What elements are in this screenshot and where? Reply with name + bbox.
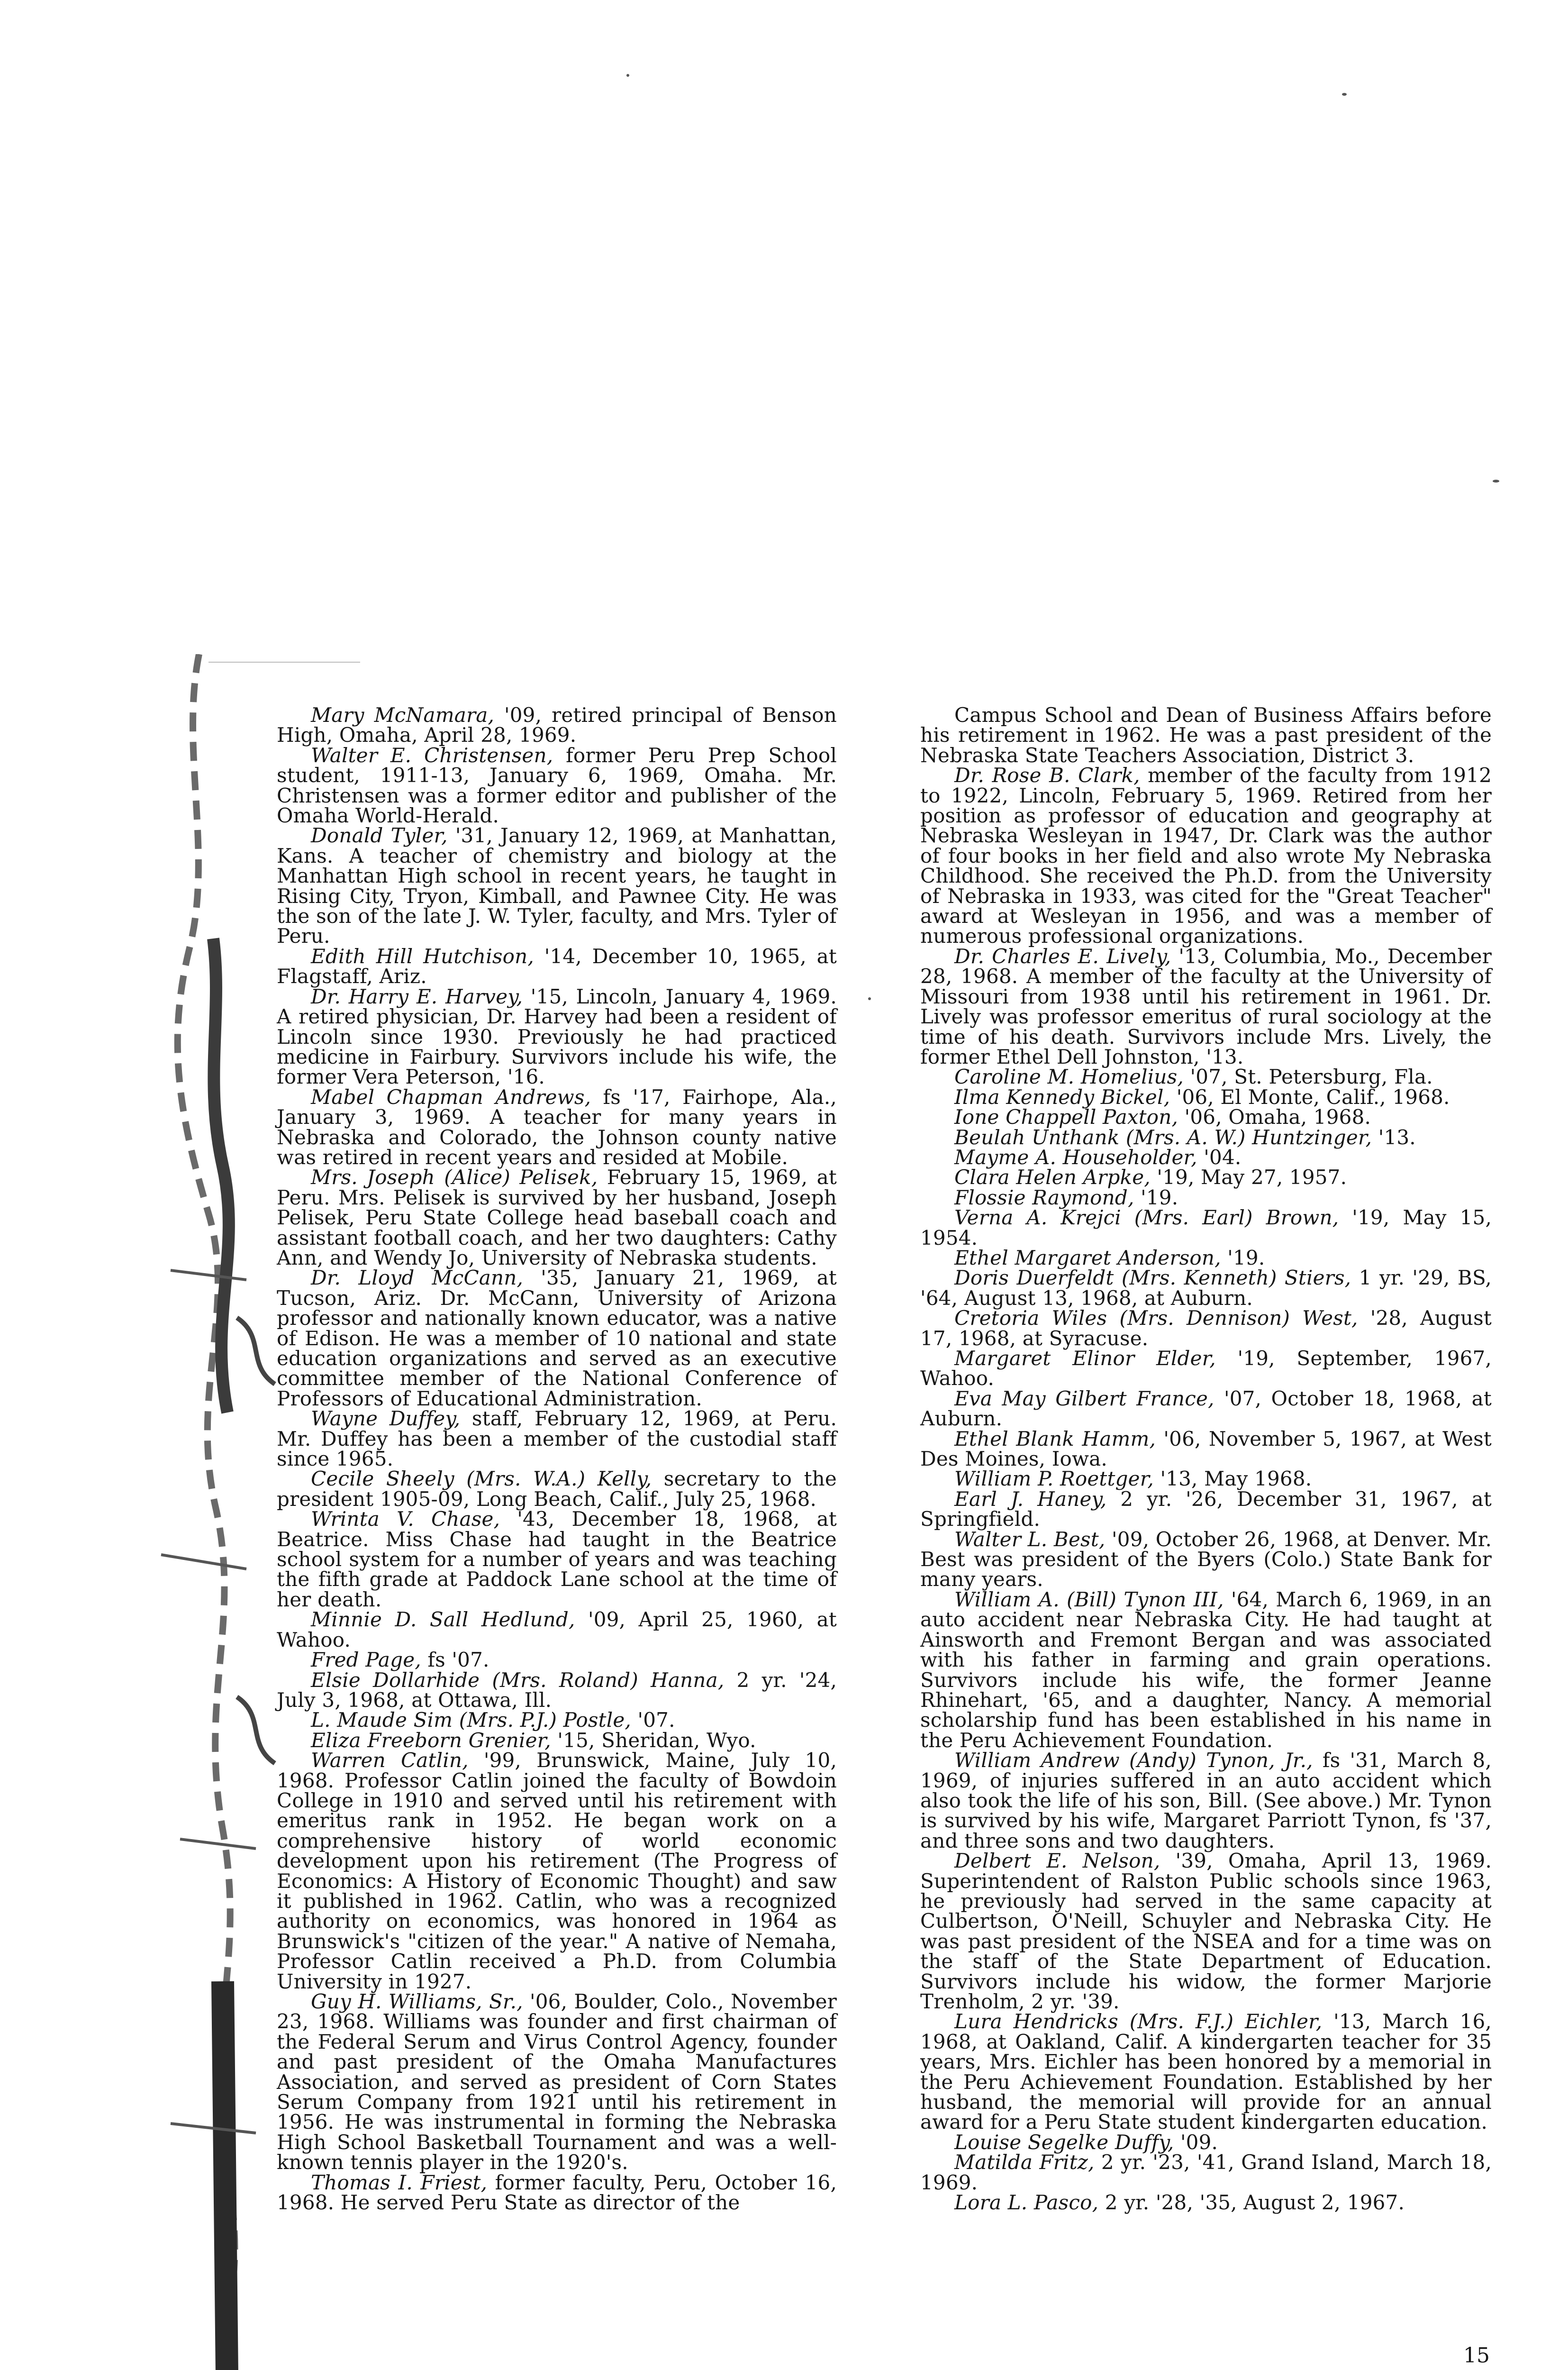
entry-name: Doris Duerfeldt (Mrs. Kenneth) Stiers, xyxy=(954,1266,1351,1290)
scan-speck xyxy=(626,74,629,77)
scan-speck xyxy=(1342,93,1347,96)
obituary-entry xyxy=(920,1248,1492,1268)
obituary-entry xyxy=(920,1429,1492,1469)
obituary-entry xyxy=(920,766,1492,947)
entry-text: '13, March 16, 1968, at Oakland, Calif. A kindergarten teacher for 35 years, Mrs. Eichler has been honored by a memorial in the Peru Achievement Foundation. Established by her husband, the memorial will provide for an annual award for a Peru State student kindergarten education. xyxy=(920,2010,1492,2134)
obituary-entry xyxy=(920,1308,1492,1349)
entry-name: L. Maude Sim (Mrs. P.J.) Postle, xyxy=(311,1708,631,1732)
obituary-entry xyxy=(277,705,837,746)
entry-text: '15, Sheridan, Wyo. xyxy=(551,1728,756,1752)
obituary-entry xyxy=(277,1167,837,1268)
entry-name: Fred Page, xyxy=(311,1648,421,1672)
entry-text: '09, April 25, 1960, at Wahoo. xyxy=(277,1608,837,1651)
obituary-entry xyxy=(920,1125,1492,1149)
obituary-entry xyxy=(920,1145,1492,1169)
entry-name: Eva May Gilbert France, xyxy=(954,1386,1215,1410)
obituary-entry xyxy=(277,1750,837,1992)
obituary-entry xyxy=(920,1185,1492,1209)
entry-name: Cretoria Wiles (Mrs. Dennison) West, xyxy=(954,1306,1358,1330)
entry-text: 2 yr. '23, '41, Grand Island, March 18, 1969. xyxy=(920,2151,1492,2194)
entry-text: '13. xyxy=(1372,1125,1416,1149)
entry-text: secretary to the president 1905-09, Long Beach, Calif., July 25, 1968. xyxy=(277,1467,837,1511)
entry-text: '13, Columbia, Mo., December 28, 1968. A member of the faculty at the University of Missouri from 1938 until his retirement in 1961. Dr. Lively was professor emeritus of rural sociology at the time of his death. Survivors include Mrs. Lively, the former Ethel Dell Johnston, '13. xyxy=(920,944,1492,1068)
entry-name: Edith Hill Hutchison, xyxy=(311,944,534,968)
entry-name: Dr. Rose B. Clark, xyxy=(954,764,1140,787)
entry-text: member of the faculty from 1912 to 1922, Lincoln, February 5, 1969. Retired from her position as professor of education and geography at Nebraska Wesleyan in 1947, Dr. Clark was the author of four books in her field and also wrote My Nebraska Childhood. She received the Ph.D. from the University of Nebraska in 1933, was cited for the "Great Teacher" award at Wesleyan in 1956, and was a member of numerous professional organizations. xyxy=(920,764,1492,948)
obituary-entry xyxy=(277,984,837,1089)
entry-text: '43, December 18, 1968, at Beatrice. Miss Chase had taught in the Beatrice school system for a number of years and was teaching the fifth grade at Paddock Lane school at the time of her death. xyxy=(277,1507,837,1611)
obituary-entry xyxy=(277,1650,837,1670)
obituary-entry xyxy=(277,2170,837,2215)
obituary-entry xyxy=(920,1208,1492,1248)
entry-text: '04. xyxy=(1197,1145,1242,1169)
entry-name: Donald Tyler, xyxy=(311,824,448,848)
entry-name: Warren Catlin, xyxy=(311,1749,469,1772)
obituary-entry xyxy=(920,1489,1492,1530)
entry-text: '19, May 15, 1954. xyxy=(920,1206,1492,1249)
entry-text: '06, November 5, 1967, at West Des Moines, Iowa. xyxy=(920,1427,1492,1471)
obituary-entry xyxy=(920,1527,1492,1591)
scan-speck xyxy=(868,997,871,1000)
entry-name: Lora L. Pasco, xyxy=(954,2191,1099,2215)
entry-text: '14, December 10, 1965, at Flagstaff, Ariz. xyxy=(277,944,837,988)
obituary-entry xyxy=(920,1851,1492,2012)
entry-name: William A. (Bill) Tynon III, xyxy=(954,1587,1224,1611)
entry-name: Ethel Margaret Anderson, xyxy=(954,1246,1221,1269)
obituary-entry xyxy=(920,2130,1492,2154)
entry-text: '19, May 27, 1957. xyxy=(1150,1166,1347,1189)
entry-name: Matilda Fritz, xyxy=(954,2151,1095,2174)
entry-name: William P. Roettger, xyxy=(954,1467,1154,1491)
obituary-entry xyxy=(277,1610,837,1650)
obituary-entry xyxy=(920,705,1492,766)
obituary-entry xyxy=(277,1710,837,1730)
entry-name: Mayme A. Householder, xyxy=(954,1145,1197,1169)
entry-name: Dr. Harry E. Harvey, xyxy=(311,984,523,1008)
entry-text: '13, May 1968. xyxy=(1153,1467,1312,1491)
entry-text: February 15, 1969, at Peru. Mrs. Pelisek is survived by her husband, Joseph Pelisek, Peru State College head baseball coach and assistant football coach, and her two daughters: Cathy Ann, and Wendy Jo, University of Nebraska students. xyxy=(277,1166,837,1269)
obituary-entry xyxy=(920,2012,1492,2132)
obituary-entry xyxy=(277,1670,837,1711)
obituary-entry xyxy=(920,2193,1492,2213)
entry-name: Earl J. Haney, xyxy=(954,1487,1107,1511)
obituary-entry xyxy=(277,1992,837,2173)
entry-text: 2 yr. '28, '35, August 2, 1967. xyxy=(1098,2191,1405,2215)
obituary-entry xyxy=(920,1107,1492,1127)
entry-name: Minnie D. Sall Hedlund, xyxy=(311,1608,575,1632)
entry-name: Caroline M. Homelius, xyxy=(954,1065,1184,1089)
entry-name: Walter E. Christensen, xyxy=(311,743,553,767)
obituary-entry xyxy=(920,1268,1492,1308)
entry-name: Mary McNamara, xyxy=(311,703,495,727)
entry-name: Cecile Sheely (Mrs. W.A.) Kelly, xyxy=(311,1467,652,1491)
entry-text: former Peru Prep School student, 1911-13, January 6, 1969, Omaha. Mr. Christensen was a former editor and publisher of the Omaha World-Herald. xyxy=(277,743,837,828)
entry-text: '39, Omaha, April 13, 1969. Superintendent of Ralston Public schools since 1963, he previously had served in the same capacity at Culbertson, O'Neill, Schuyler and Nebraska City. He was past president of the NSEA and for a time was on the staff of the State Department of Education. Survivors include his widow, the former Marjorie Trenholm, 2 yr. '39. xyxy=(920,1849,1492,2013)
entry-text: staff, February 12, 1969, at Peru. Mr. Duffey has been a member of the custodial staff since 1965. xyxy=(277,1407,837,1471)
entry-name: Thomas I. Friest, xyxy=(311,2170,488,2194)
entry-text: '06, Omaha, 1968. xyxy=(1178,1105,1371,1129)
entry-name: Dr. Charles E. Lively, xyxy=(954,944,1171,968)
binding-edge-marks xyxy=(0,654,284,2370)
entry-text: fs '07. xyxy=(421,1648,489,1672)
entry-name: Wrinta V. Chase, xyxy=(311,1507,500,1531)
entry-name: Margaret Elinor Elder, xyxy=(954,1347,1216,1370)
page-number: 15 xyxy=(1463,2343,1490,2368)
obituary-entry xyxy=(920,944,1492,1068)
scan-speck xyxy=(1493,480,1499,483)
entry-name: Clara Helen Arpke, xyxy=(954,1166,1151,1189)
entry-text: '07. xyxy=(631,1708,675,1732)
entry-name: Delbert E. Nelson, xyxy=(954,1849,1160,1873)
entry-text: fs '31, March 8, 1969, of injuries suffered in an auto accident which also took the life of his son, Bill. (See above.) Mr. Tynon is survived by his wife, Margaret Parriott Tynon, fs '37, and three sons and two daughters. xyxy=(920,1749,1492,1852)
entry-name: Wayne Duffey, xyxy=(311,1407,461,1431)
entry-text: 2 yr. '26, December 31, 1967, at Springfield. xyxy=(920,1487,1492,1531)
entry-name: Ilma Kennedy Bickel, xyxy=(954,1085,1170,1109)
entry-text: '35, January 21, 1969, at Tucson, Ariz. Dr. McCann, University of Arizona professor and nationally known educator, was a native of Edison. He was a member of 10 national and state education organizations and served as an executive committee member of the National Conference of Professors of Educational Administration. xyxy=(277,1266,837,1410)
entry-text: '06, El Monte, Calif., 1968. xyxy=(1170,1085,1450,1109)
obituary-entry xyxy=(277,1469,837,1509)
entry-text: '28, August 17, 1968, at Syracuse. xyxy=(920,1306,1492,1350)
entry-name: Verna A. Krejci (Mrs. Earl) Brown, xyxy=(954,1206,1339,1230)
left-column xyxy=(277,705,837,2213)
entry-text: '06, Boulder, Colo., November 23, 1968. Williams was founder and first chairman of the Federal Serum and Virus Control Agency, founder and past president of the Omaha Manufactures Association, and served as president of Corn States Serum Company from 1921 until his retirement in 1956. He was instrumental in forming the Nebraska High School Basketball Tournament and was a well-known tennis player in the 1920's. xyxy=(277,1990,837,2174)
entry-text: '99, Brunswick, Maine, July 10, 1968. Professor Catlin joined the faculty of Bowdoin College in 1910 and served until his retirement with emeritus rank in 1952. He began work on a comprehensive history of world economic development upon his retirement (The Progress of Economics: A History of Economic Thought) and saw it published in 1962. Catlin, who was a recognized authority on economics, was honored in 1964 as Brunswick's "citizen of the year." A native of Nemaha, Professor Catlin received a Ph.D. from Columbia University in 1927. xyxy=(277,1749,837,1993)
entry-name: Louise Segelke Duffy, xyxy=(954,2130,1174,2154)
entry-text: former faculty, Peru, October 16, 1968. He served Peru State as director of the xyxy=(277,2170,837,2215)
entry-text: '19, September, 1967, Wahoo. xyxy=(920,1347,1492,1390)
entry-name: Lura Hendricks (Mrs. F.J.) Eichler, xyxy=(954,2010,1323,2033)
entry-text: '19. xyxy=(1134,1185,1178,1209)
entry-name: Mrs. Joseph (Alice) Pelisek, xyxy=(311,1166,598,1189)
entry-name: Elsie Dollarhide (Mrs. Roland) Hanna, xyxy=(311,1668,725,1692)
obituary-entry xyxy=(920,1386,1492,1431)
obituary-entry xyxy=(277,944,837,988)
right-column xyxy=(920,705,1492,2213)
obituary-entry xyxy=(277,1728,837,1752)
obituary-entry xyxy=(277,826,837,946)
entry-name: Walter L. Best, xyxy=(954,1527,1106,1551)
entry-name: Guy H. Williams, Sr., xyxy=(311,1990,523,2013)
entry-text: '07, St. Petersburg, Fla. xyxy=(1183,1065,1433,1089)
entry-text: '09. xyxy=(1174,2130,1218,2154)
entry-text: '09, retired principal of Benson High, Omaha, April 28, 1969. xyxy=(277,703,837,747)
entry-text: '19. xyxy=(1221,1246,1265,1269)
entry-text: '15, Lincoln, January 4, 1969. A retired physician, Dr. Harvey had been a resident of Lincoln since 1930. Previously he had practiced medicine in Fairbury. Survivors include his wife, the former Vera Peterson, '16. xyxy=(277,984,837,1089)
obituary-entry xyxy=(277,1268,837,1409)
obituary-entry xyxy=(920,1087,1492,1107)
entry-text: 1 yr. '29, BS, '64, August 13, 1968, at Auburn. xyxy=(920,1266,1492,1310)
obituary-entry xyxy=(277,1409,837,1469)
entry-name: Beulah Unthank (Mrs. A. W.) Huntzinger, xyxy=(954,1125,1372,1149)
entry-text: fs '17, Fairhope, Ala., January 3, 1969. A teacher for many years in Nebraska and Colorado, the Johnson county native was retired in recent years and resided at Mobile. xyxy=(277,1085,837,1169)
entry-name: Dr. Lloyd McCann, xyxy=(311,1266,524,1290)
entry-text: '09, October 26, 1968, at Denver. Mr. Best was president of the Byers (Colo.) State Bank for many years. xyxy=(920,1527,1492,1591)
entry-name: Eliza Freeborn Grenier, xyxy=(311,1728,551,1752)
obituary-entry xyxy=(920,1587,1492,1752)
obituary-entry xyxy=(920,1469,1492,1489)
obituary-entry xyxy=(920,1067,1492,1087)
obituary-entry xyxy=(277,1087,837,1168)
entry-text: '31, January 12, 1969, at Manhattan, Kans. A teacher of chemistry and biology at the Manhattan High school in recent years, he taught in Rising City, Tryon, Kimball, and Pawnee City. He was the son of the late J. W. Tyler, faculty, and Mrs. Tyler of Peru. xyxy=(277,824,837,948)
entry-name: Mabel Chapman Andrews, xyxy=(311,1085,591,1109)
entry-text: Campus School and Dean of Business Affairs before his retirement in 1962. He was a past president of the Nebraska State Teachers Association, District 3. xyxy=(920,703,1492,767)
entry-text: '07, October 18, 1968, at Auburn. xyxy=(920,1386,1492,1431)
entry-name: Ione Chappell Paxton, xyxy=(954,1105,1178,1129)
obituary-entry xyxy=(277,743,837,828)
entry-text: 2 yr. '24, July 3, 1968, at Ottawa, Ill. xyxy=(277,1668,837,1712)
entry-name: Flossie Raymond, xyxy=(954,1185,1134,1209)
obituary-entry xyxy=(920,1349,1492,1389)
obituary-entry xyxy=(920,1750,1492,1851)
obituary-entry xyxy=(920,1167,1492,1187)
entry-name: Ethel Blank Hamm, xyxy=(954,1427,1156,1450)
entry-name: William Andrew (Andy) Tynon, Jr., xyxy=(954,1749,1313,1772)
obituary-entry xyxy=(277,1509,837,1610)
entry-text: '64, March 6, 1969, in an auto accident near Nebraska City. He had taught at Ainsworth and Fremont Bergan and was associated with his father in farming and grain operations. Survivors include his wife, the former Jeanne Rhinehart, '65, and a daughter, Nancy. A memorial scholarship fund has been established in his name in the Peru Achievement Foundation. xyxy=(920,1587,1492,1752)
obituary-entry xyxy=(920,2152,1492,2193)
